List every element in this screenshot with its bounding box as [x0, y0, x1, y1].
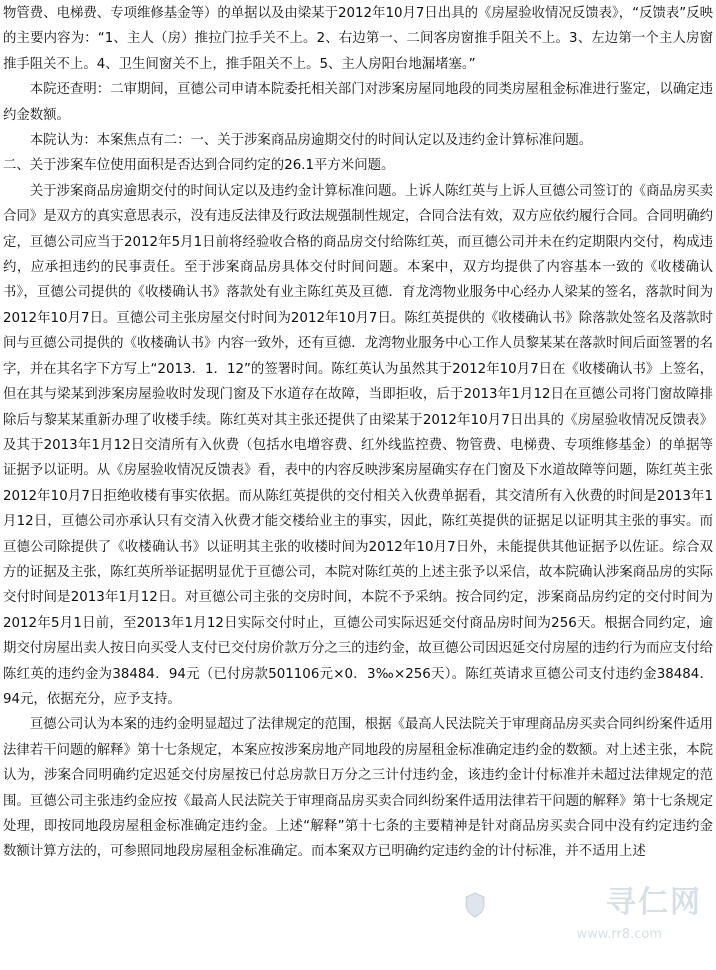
- paragraph-delivery-analysis: 关于涉案商品房逾期交付的时间认定以及违约金计算标准问题。上诉人陈红英与上诉人亘德公司签订的《商品房买卖合同》是双方的真实意思表示，没有违反法律及行政法规强制性规定，合同合法有效，双方应依约履行合同。合同明确约定，亘德公司应当于2012年5月1日前将经验收合格的商品房交付给陈红英，而亘德公司并未在约定期限内交付，构成违约，应承担违约的民事责任。至于涉案商品房具体交付时间问题。本案中，双方均提供了内容基本一致的《收楼确认书》，亘德公司提供的《收楼确认书》落款处有业主陈红英及亘德．育龙湾物业服务中心经办人梁某的签名，落款时间为2012年10月7日。亘德公司主张房屋交付时间为2012年10月7日。陈红英提供的《收楼确认书》除落款处签名及落款时间与亘德公司提供的《收楼确认书》内容一致外，还有亘德．龙湾物业服务中心工作人员黎某某在落款时间后面签署的名字，并在其名字下方写上“2013．1．12”的签署时间。陈红英认为虽然其于2012年10月7日在《收楼确认书》上签名，但在其与梁某到涉案房屋验收时发现门窗及下水道存在故障，当即拒收，后于2013年1月12日在亘德公司将门窗故障排除后与黎某某重新办理了收楼手续。陈红英对其主张还提供了由梁某于2012年10月7日出具的《房屋验收情况反馈表》及其于2013年1月12日交清所有入伙费（包括水电增容费、红外线监控费、物管费、电梯费、专项维修基金）的单据等证据予以证明。从《房屋验收情况反馈表》看，表中的内容反映涉案房屋确实存在门窗及下水道故障等问题，陈红英主张2012年10月7日拒绝收楼有事实依据。而从陈红英提供的交付相关入伙费单据看，其交清所有入伙费的时间是2013年1月12日，亘德公司亦承认只有交清入伙费才能交楼给业主的事实，因此，陈红英提供的证据足以证明其主张的事实。而亘德公司除提供了《收楼确认书》以证明其主张的收楼时间为2012年10月7日外，未能提供其他证据予以佐证。综合双方的证据及主张，陈红英所举证据明显优于亘德公司，本院对陈红英的上述主张予以采信，故本院确认涉案商品房的实际交付时间是2013年1月12日。对亘德公司主张的交房时间，本院不予采纳。按合同约定，涉案商品房约定的交付时间为2012年5月1日前，至2013年1月12日实际交付时止，亘德公司实际迟延交付商品房时间为256天。根据合同约定，逾期交付房屋出卖人按日向买受人支付已交付房价款万分之三的违约金，故亘德公司因迟延交付房屋的违约行为而应支付给陈红英的违约金为38484．94元（已付房款501106元×0．3‰×256天）。陈红英请求亘德公司支付违约金38484．94元，依据充分，应予支持。: [3, 183, 713, 707]
- watermark-brand: 寻仁网: [606, 885, 702, 920]
- paragraph-penalty-analysis: 亘德公司认为本案的违约金明显超过了法律规定的范围，根据《最高人民法院关于审理商品房买卖合同纠纷案件适用法律若干问题的解释》第十七条规定，本案应按涉案房地产同地段的房屋租金标准确定违约金的数额。对上述主张，本院认为，涉案合同明确约定迟延交付房屋按已付总房款日万分之三计付违约金，该违约金计付标准并未超过法律规定的范围。亘德公司主张违约金应按《最高人民法院关于审理商品房买卖合同纠纷案件适用法律若干问题的解释》第十七条规定处理，即按同地段房屋租金标准确定违约金。上述“解释”第十七条的主要精神是针对商品房买卖合同中没有约定违约金数额计算方法的，可参照同地段房屋租金标准确定。而本案双方已明确约定违约金的计付标准，并不适用上述: [3, 717, 713, 860]
- paragraph-fact-finding: 本院还查明：二审期间，亘德公司申请本院委托相关部门对涉案房屋同地段的同类房屋租金标准进行鉴定，以确定违约金数额。: [3, 82, 713, 123]
- site-watermark: [462, 885, 702, 946]
- paragraph-issue-two: 二、关于涉案车位使用面积是否达到合同约定的26.1平方米问题。: [3, 158, 395, 174]
- paragraph-court-opinion: 本院认为：本案焦点有二：一、关于涉案商品房逾期交付的时间认定以及违约金计算标准问题。: [29, 133, 593, 149]
- watermark-logo-icon: [464, 892, 486, 918]
- document-body: [3, 1, 713, 865]
- paragraph-intro: 物管费、电梯费、专项维修基金等）的单据以及由梁某于2012年10月7日出具的《房屋验收情况反馈表》，“反馈表”反映的主要内容为：“1、主人（房）推拉门拉手关不上。2、右边第一、二间客房窗推手阻关不上。3、左边第一个主人房窗推手阻关不上。4、卫生间窗关不上，推手阻关不上。5、主人房阳台地漏堵塞。”: [3, 6, 713, 72]
- watermark-url: www.rr8.com: [576, 927, 662, 942]
